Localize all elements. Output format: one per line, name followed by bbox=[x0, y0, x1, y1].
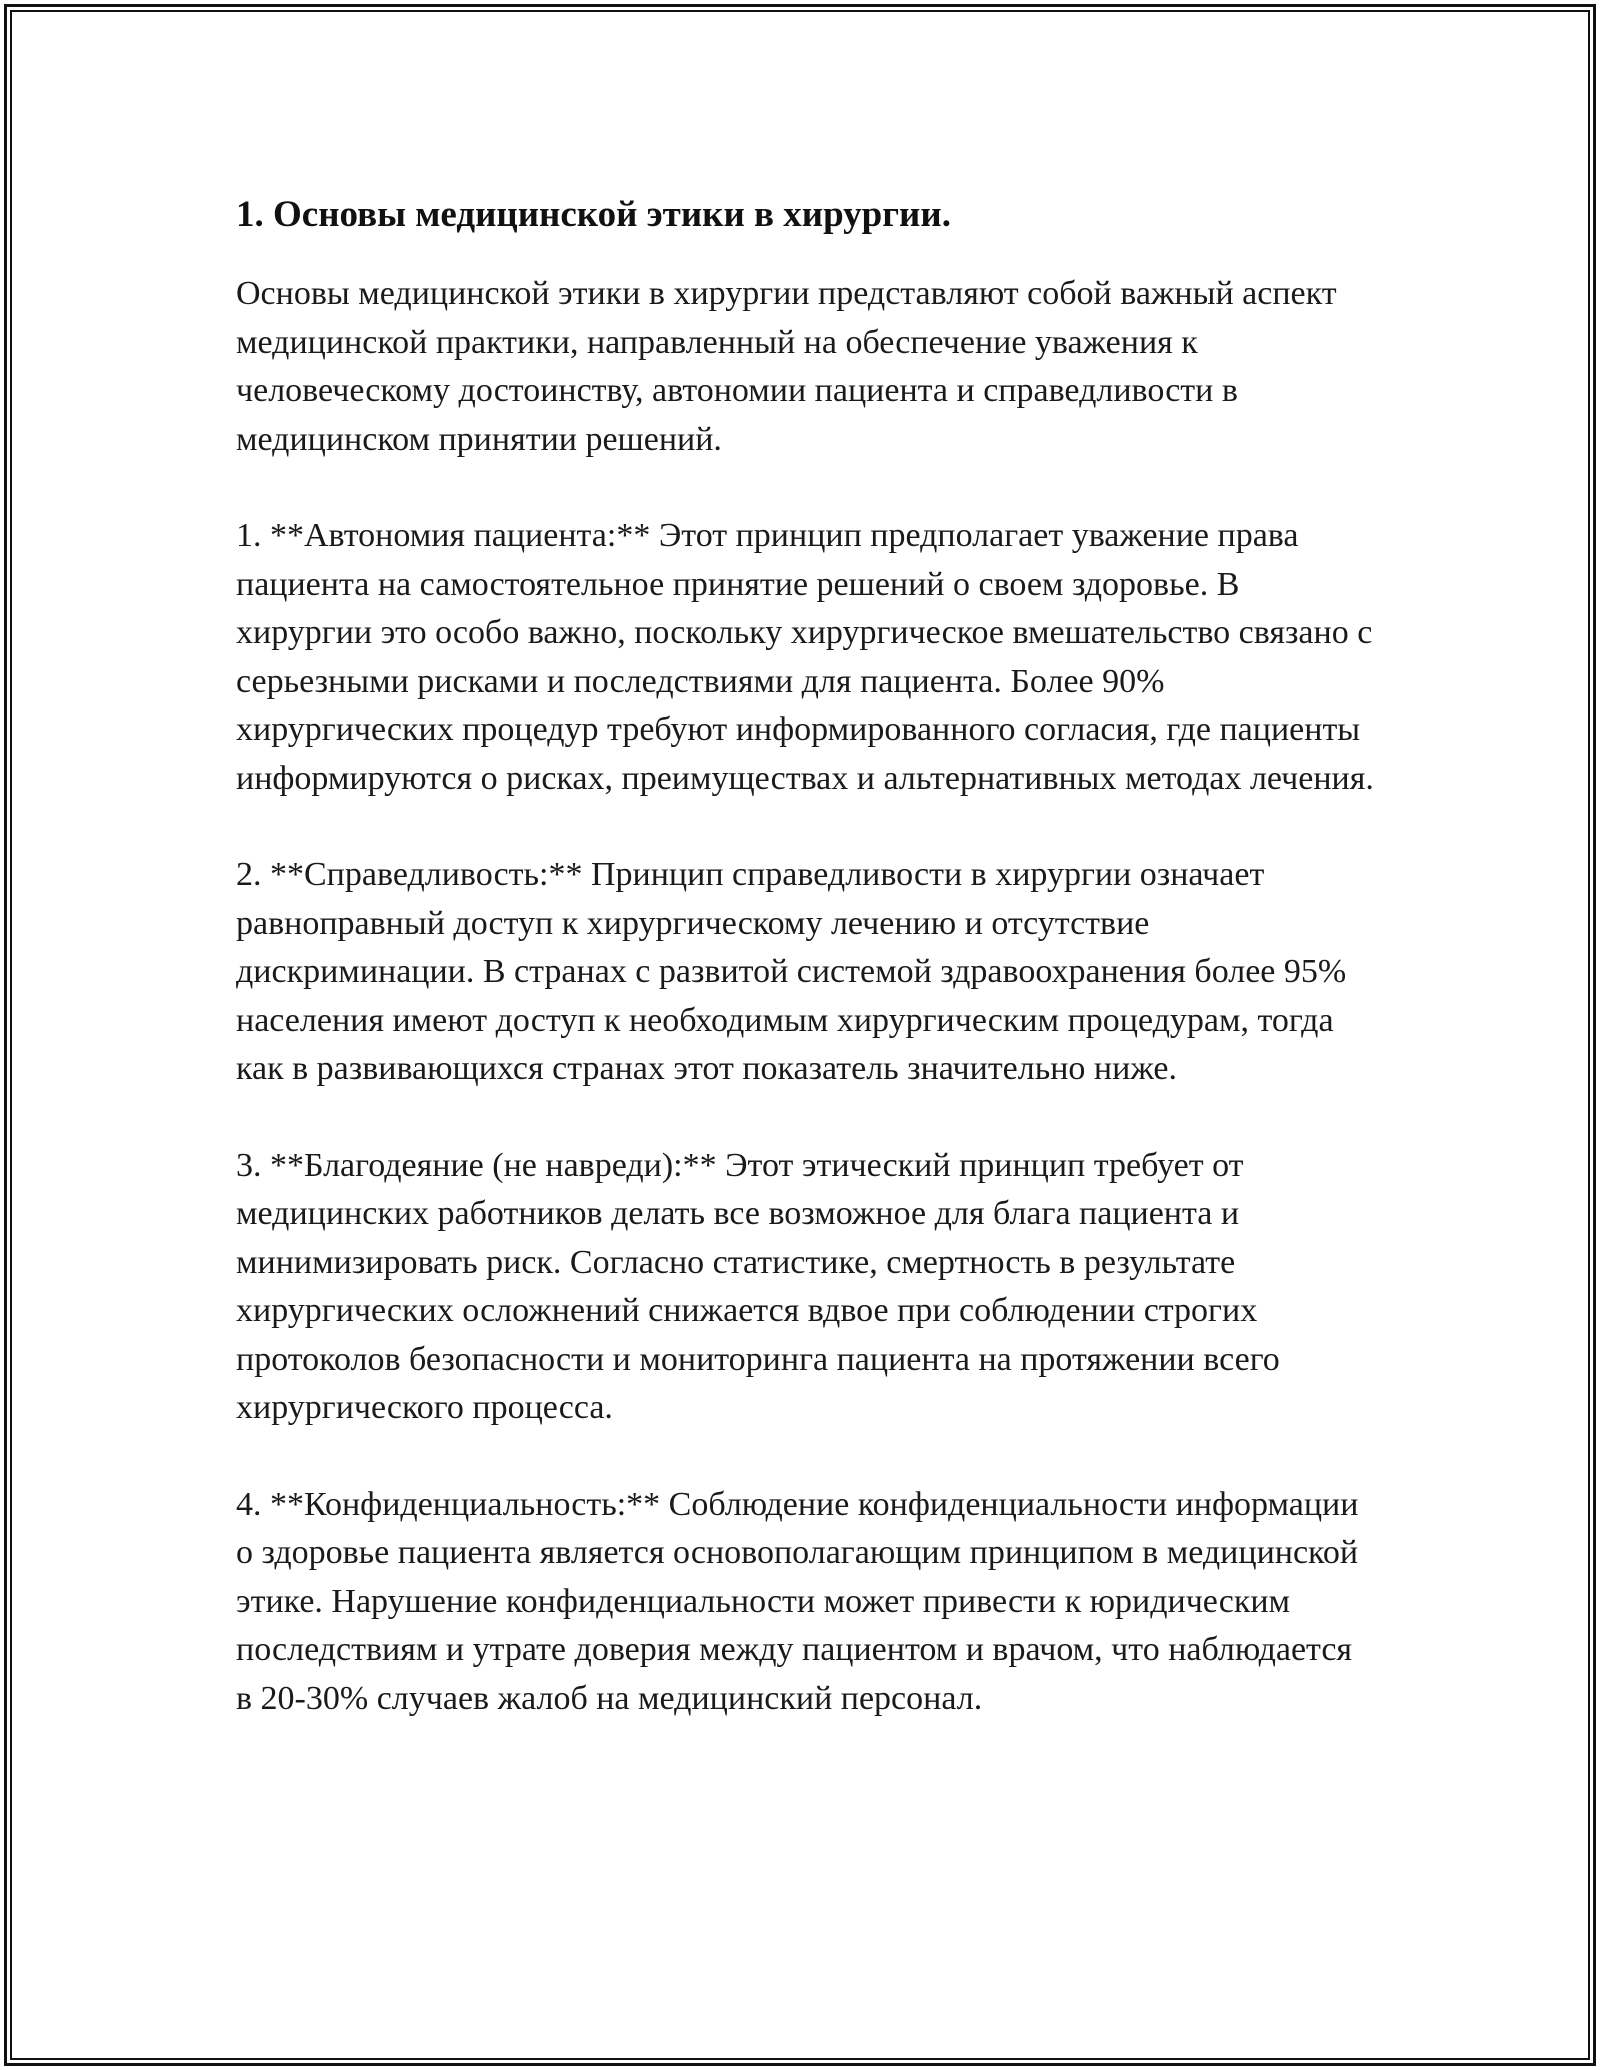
paragraph-confidentiality: 4. **Конфиденциальность:** Соблюдение конфиденциальности информации о здоровье пациента является основополагающим принципом в медицинской этике. Нарушение конфиденциальности может привести к юридическим последствиям и утрате доверия между пациентом и врачом, что наблюдается в 20-30% случаев жалоб на медицинский персонал. bbox=[236, 1485, 1359, 1717]
paragraph-justice: 2. **Справедливость:** Принцип справедливости в хирургии означает равноправный доступ к хирургическому лечению и отсутствие дискриминации. В странах с развитой системой здравоохранения более 95% населения имеют доступ к необходимым хирургическим процедурам, тогда как в развивающихся странах этот показатель значительно ниже. bbox=[236, 856, 1347, 1087]
paragraph-autonomy: 1. **Автономия пациента:** Этот принцип предполагает уважение права пациента на самостоятельное принятие решений о своем здоровье. В хирургии это особо важно, поскольку хирургическое вмешательство связано с серьезными рисками и последствиями для пациента. Более 90% хирургических процедур требуют информированного согласия, где пациенты информируются о рисках, преимуществах и альтернативных методах лечения. bbox=[236, 517, 1374, 797]
document-body bbox=[236, 188, 1376, 1771]
paragraph-intro: Основы медицинской этики в хирургии представляют собой важный аспект медицинской практики, направленный на обеспечение уважения к человеческому достоинству, автономии пациента и справедливости в медицинском принятии решений. bbox=[236, 275, 1337, 458]
paragraph-beneficence: 3. **Благодеяние (не навреди):** Этот этический принцип требует от медицинских работников делать все возможное для блага пациента и минимизировать риск. Согласно статистике, смертность в результате хирургических осложнений снижается вдвое при соблюдении строгих протоколов безопасности и мониторинга пациента на протяжении всего хирургического процесса. bbox=[236, 1146, 1280, 1426]
document-title: 1. Основы медицинской этики в хирургии. bbox=[236, 194, 951, 235]
